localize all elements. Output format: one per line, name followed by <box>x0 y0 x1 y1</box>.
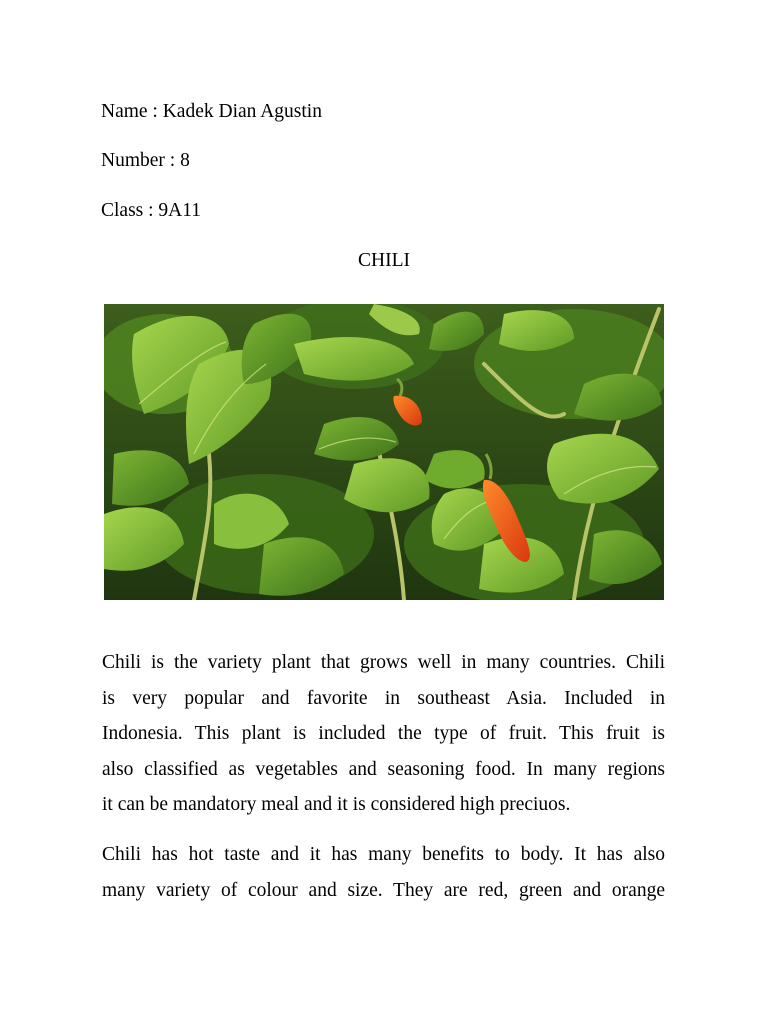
paragraph-2-line: Chili has hot taste and it has many benefits to body. It has also <box>102 844 665 865</box>
chili-plant-photo <box>104 304 664 600</box>
paragraph-1-line: is very popular and favorite in southeast Asia. Included in <box>102 687 665 709</box>
document-title: CHILI <box>358 250 410 271</box>
paragraph-1-line: Indonesia. This plant is included the type of fruit. This fruit is <box>102 723 665 745</box>
student-number: Number : 8 <box>101 150 190 171</box>
paragraph-2-line: many variety of colour and size. They are red, green and orange <box>102 879 665 901</box>
paragraph-1 <box>102 645 665 823</box>
student-name: Name : Kadek Dian Agustin <box>101 101 322 122</box>
paragraph-2 <box>102 837 665 908</box>
paragraph-1-line: Chili is the variety plant that grows well in many countries. Chili <box>102 652 665 673</box>
paragraph-1-line: it can be mandatory meal and it is considered high preciuos. <box>102 794 571 816</box>
paragraph-1-line: also classified as vegetables and seasoning food. In many regions <box>102 758 665 780</box>
student-class: Class : 9A11 <box>101 200 202 221</box>
chili-plant-illustration <box>104 304 664 600</box>
